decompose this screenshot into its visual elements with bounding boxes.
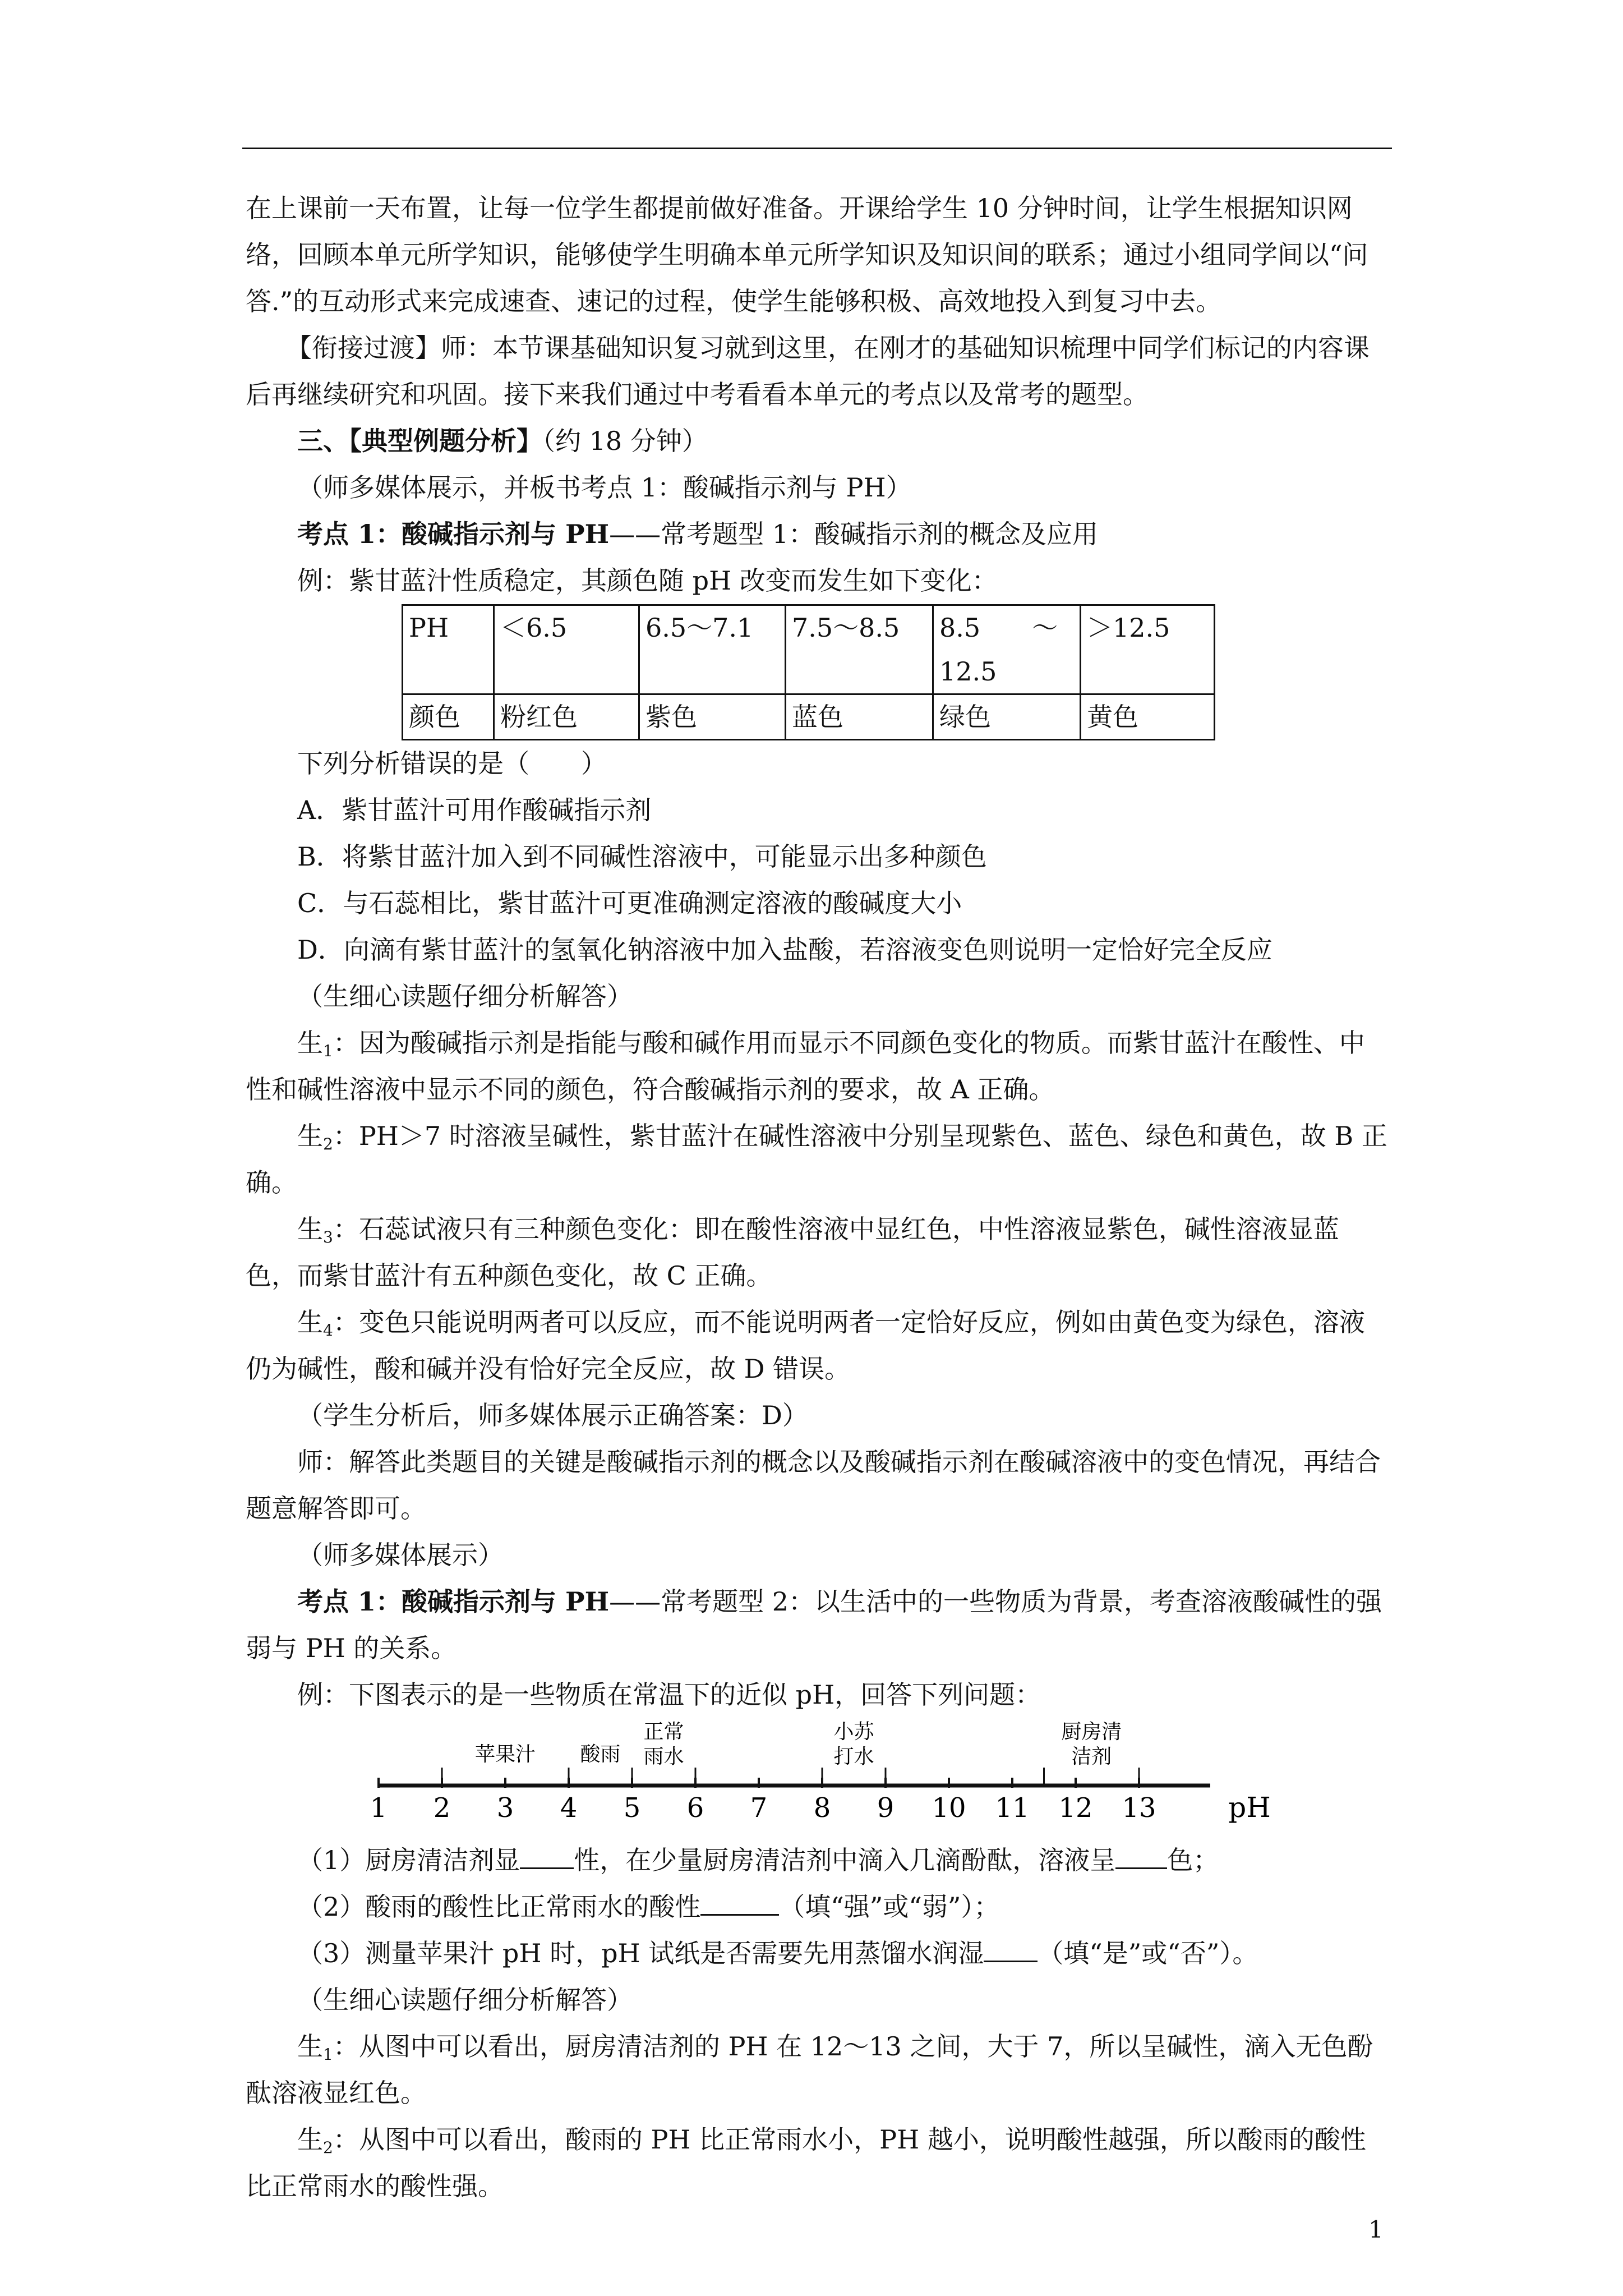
q-text: （1）厨房清洁剂显 bbox=[297, 1845, 520, 1875]
substance-label: 雨水 bbox=[643, 1745, 684, 1768]
ph-tick-label: 13 bbox=[1122, 1792, 1156, 1824]
intro-paragraph: 在上课前一天布置，让每一位学生都提前做好准备。开课给学生 10 分钟时间，让学生根据知识网络，回顾本单元所学知识，能够使学生明确本单元所学知识及知识间的联系；通过小组同学间以“问答.”的互动形式来完成速查、速记的过程，使学生能够积极、高效地投入到复习中去。 bbox=[246, 193, 1368, 316]
substance-label: 苹果汁 bbox=[474, 1743, 536, 1766]
ph-tick-label: 9 bbox=[877, 1792, 895, 1824]
substance-label: 正常 bbox=[643, 1720, 684, 1743]
student-label: 生 bbox=[297, 2031, 323, 2062]
section-heading bbox=[246, 418, 1390, 464]
student-label: 生 bbox=[297, 2124, 323, 2155]
student-answer-1 bbox=[246, 1020, 1390, 1113]
page-content bbox=[246, 185, 1390, 2210]
ph-tick-label: 1 bbox=[370, 1792, 388, 1824]
option-c: C．与石蕊相比，紫甘蓝汁可更准确测定溶液的酸碱度大小 bbox=[297, 888, 962, 918]
teacher-summary: 师：解答此类题目的关键是酸碱指示剂的概念以及酸碱指示剂在酸碱溶液中的变色情况，再结合题意解答即可。 bbox=[246, 1447, 1381, 1524]
answer-blank[interactable] bbox=[1115, 1846, 1167, 1869]
q-text: （填“是”或“否”）。 bbox=[1038, 1938, 1258, 1968]
student-index: 1 bbox=[323, 1042, 333, 1060]
example-1-intro: 例：紫甘蓝汁性质稳定，其颜色随 pH 改变而发生如下变化： bbox=[297, 565, 998, 596]
table-cell: ＜6.5 bbox=[494, 605, 639, 694]
student-answer-2-1 bbox=[246, 2023, 1390, 2116]
substance-label: 打水 bbox=[833, 1745, 874, 1768]
ph-tick-label: 2 bbox=[433, 1792, 451, 1824]
ph-tick-label: 10 bbox=[932, 1792, 966, 1824]
answer-text: ：PH＞7 时溶液呈碱性，紫甘蓝汁在碱性溶液中分别呈现紫色、蓝色、绿色和黄色，故 B 正确。 bbox=[246, 1121, 1387, 1198]
option-b: B．将紫甘蓝汁加入到不同碱性溶液中，可能显示出多种颜色 bbox=[297, 841, 987, 872]
example-2-intro: 例：下图表示的是一些物质在常温下的近似 pH，回答下列问题： bbox=[297, 1680, 1041, 1710]
option-a: A．紫甘蓝汁可用作酸碱指示剂 bbox=[297, 795, 652, 825]
student-index: 4 bbox=[323, 1321, 333, 1340]
table-cell: 黄色 bbox=[1081, 694, 1215, 740]
ph-scale-figure bbox=[246, 1719, 1390, 1837]
ph-color-table bbox=[402, 604, 1215, 740]
table-row bbox=[403, 605, 1215, 694]
section-time: （约 18 分钟） bbox=[542, 426, 708, 456]
transition-text: 师：本节课基础知识复习就到这里，在刚才的基础知识梳理中同学们标记的内容课后再继续研究和巩固。接下来我们通过中考看看本单元的考点以及常考的题型。 bbox=[246, 333, 1370, 409]
student-index: 1 bbox=[323, 2045, 333, 2064]
header-rule bbox=[242, 148, 1392, 149]
student-answer-4 bbox=[246, 1299, 1390, 1392]
ph-tick-label: 6 bbox=[686, 1792, 704, 1824]
section-prefix: 三、 bbox=[297, 426, 349, 456]
answer-blank[interactable] bbox=[520, 1846, 574, 1869]
ph-tick-label: 11 bbox=[995, 1792, 1030, 1824]
table-cell: 8.5 ～12.5 bbox=[933, 605, 1081, 694]
student-answer-2-2 bbox=[246, 2116, 1390, 2210]
table-cell: PH bbox=[403, 605, 494, 694]
student-note-1: （生细心读题仔细分析解答） bbox=[297, 981, 633, 1011]
answer-show: （学生分析后，师多媒体展示正确答案：D） bbox=[297, 1400, 808, 1430]
answer-text: ：从图中可以看出，厨房清洁剂的 PH 在 12～13 之间，大于 7，所以呈碱性，滴入无色酚酞溶液显红色。 bbox=[246, 2031, 1373, 2108]
student-index: 2 bbox=[323, 2138, 333, 2157]
page-number: 1 bbox=[1368, 2216, 1384, 2243]
kaodian-2 bbox=[246, 1579, 1390, 1672]
table-cell: 绿色 bbox=[933, 694, 1081, 740]
substance-label: 酸雨 bbox=[580, 1743, 621, 1766]
q-text: （填“强”或“弱”）； bbox=[779, 1892, 1000, 1922]
kaodian-1-bold: 考点 1：酸碱指示剂与 PH bbox=[297, 519, 610, 549]
ph-tick-label: 8 bbox=[813, 1792, 831, 1824]
answer-text: ：石蕊试液只有三种颜色变化：即在酸性溶液中显红色，中性溶液显紫色，碱性溶液显蓝色，而紫甘蓝汁有五种颜色变化，故 C 正确。 bbox=[246, 1214, 1339, 1291]
ph-tick-label: 7 bbox=[750, 1792, 768, 1824]
student-label: 生 bbox=[297, 1121, 323, 1151]
table-cell: 7.5～8.5 bbox=[786, 605, 933, 694]
q-text: （2）酸雨的酸性比正常雨水的酸性 bbox=[297, 1892, 701, 1922]
q-text: 色； bbox=[1167, 1845, 1219, 1875]
q-text: 性，在少量厨房清洁剂中滴入几滴酚酞，溶液呈 bbox=[574, 1845, 1116, 1875]
substance-label: 厨房清 bbox=[1061, 1720, 1122, 1743]
table-cell: 蓝色 bbox=[786, 694, 933, 740]
student-index: 3 bbox=[323, 1228, 333, 1246]
question-1: 下列分析错误的是（ ） bbox=[297, 748, 607, 779]
kaodian-2-bold: 考点 1：酸碱指示剂与 PH bbox=[297, 1586, 610, 1617]
kaodian-1 bbox=[246, 511, 1390, 558]
answer-text: ：变色只能说明两者可以反应，而不能说明两者一定恰好反应，例如由黄色变为绿色，溶液仍为碱性，酸和碱并没有恰好完全反应，故 D 错误。 bbox=[246, 1307, 1365, 1384]
media-note-2: （师多媒体展示） bbox=[297, 1540, 504, 1570]
ph-tick-label: 5 bbox=[623, 1792, 641, 1824]
table-cell: 颜色 bbox=[403, 694, 494, 740]
ph-scale-svg bbox=[246, 1719, 1390, 1837]
section-title: 【典型例题分析】 bbox=[349, 426, 542, 456]
student-index: 2 bbox=[323, 1135, 333, 1153]
substance-label: 小苏 bbox=[833, 1720, 874, 1743]
transition-paragraph bbox=[246, 325, 1390, 418]
student-answer-2 bbox=[246, 1113, 1390, 1206]
answer-text: ：因为酸碱指示剂是指能与酸和碱作用而显示不同颜色变化的物质。而紫甘蓝汁在酸性、中性和碱性溶液中显示不同的颜色，符合酸碱指示剂的要求，故 A 正确。 bbox=[246, 1028, 1365, 1105]
table-cell: ＞12.5 bbox=[1081, 605, 1215, 694]
table-cell: 粉红色 bbox=[494, 694, 639, 740]
question-2-1 bbox=[246, 1837, 1390, 1884]
ph-tick-label: 12 bbox=[1058, 1792, 1093, 1824]
answer-text: ：从图中可以看出，酸雨的 PH 比正常雨水小，PH 越小，说明酸性越强，所以酸雨的酸性比正常雨水的酸性强。 bbox=[246, 2124, 1366, 2201]
student-answer-3 bbox=[246, 1206, 1390, 1299]
student-label: 生 bbox=[297, 1028, 323, 1058]
kaodian-1-rest: ——常考题型 1：酸碱指示剂的概念及应用 bbox=[609, 519, 1098, 549]
question-2-3 bbox=[246, 1930, 1390, 1977]
option-d: D．向滴有紫甘蓝汁的氢氧化钠溶液中加入盐酸，若溶液变色则说明一定恰好完全反应 bbox=[297, 935, 1272, 965]
ph-tick-label: 4 bbox=[560, 1792, 578, 1824]
table-cell: 紫色 bbox=[639, 694, 786, 740]
ph-unit-label: pH bbox=[1228, 1791, 1271, 1824]
student-label: 生 bbox=[297, 1214, 323, 1244]
answer-blank[interactable] bbox=[984, 1939, 1038, 1962]
media-note-1: （师多媒体展示，并板书考点 1：酸碱指示剂与 PH） bbox=[297, 472, 912, 503]
question-2-2 bbox=[246, 1884, 1390, 1930]
table-row bbox=[403, 694, 1215, 740]
kaodian-2-rest: ——常考题型 2：以生活中的一些物质为背景，考查溶液酸碱性的强弱与 PH 的关系。 bbox=[246, 1586, 1382, 1663]
table-cell: 6.5～7.1 bbox=[639, 605, 786, 694]
student-note-2: （生细心读题仔细分析解答） bbox=[297, 1985, 633, 2015]
q-text: （3）测量苹果汁 pH 时，pH 试纸是否需要先用蒸馏水润湿 bbox=[297, 1938, 984, 1968]
ph-tick-label: 3 bbox=[496, 1792, 514, 1824]
answer-blank[interactable] bbox=[700, 1893, 779, 1916]
student-label: 生 bbox=[297, 1307, 323, 1337]
substance-label: 洁剂 bbox=[1071, 1745, 1112, 1768]
transition-label: 【衔接过渡】 bbox=[286, 333, 441, 363]
